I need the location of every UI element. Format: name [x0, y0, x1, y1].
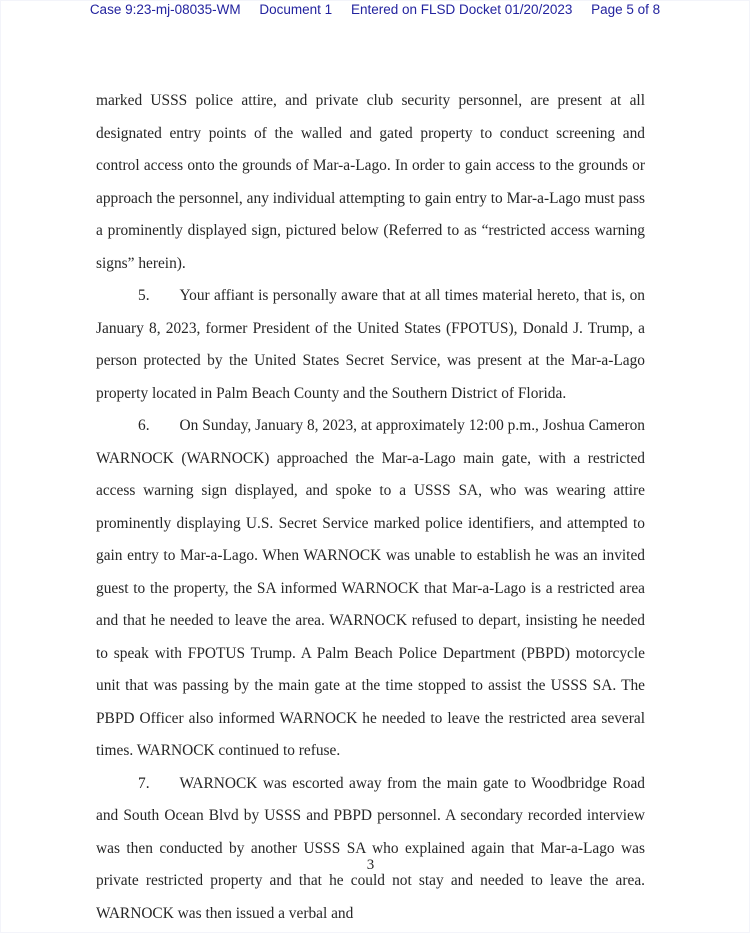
paragraph-text: On Sunday, January 8, 2023, at approximately 12:00 p.m., Joshua Cameron WARNOCK (WARNOCK) approached the Mar-a-Lago main gate, with a restricted access warning sign displayed, and spoke to a USSS SA, who was wearing attire prominently displaying U.S. Secret Service marked police identifiers, and attempted to gain entry to Mar-a-Lago. When WARNOCK was unable to establish he was an invited guest to the property, the SA informed WARNOCK that Mar-a-Lago is a restricted area and that he needed to leave the area. WARNOCK refused to depart, insisting he needed to speak with FPOTUS Trump. A Palm Beach Police Department (PBPD) motorcycle unit that was passing by the main gate at the time stopped to assist the USSS SA. The PBPD Officer also informed WARNOCK he needed to leave the restricted area several times. WARNOCK continued to refuse. — [96, 417, 645, 759]
body-paragraph-7 — [96, 768, 645, 931]
paragraph-text: Your affiant is personally aware that at all times material hereto, that is, on January 8, 2023, former President of the United States (FPOTUS), Donald J. Trump, a person protected by the United States Secret Service, was present at the Mar-a-Lago property located in Palm Beach County and the Southern District of Florida. — [96, 287, 645, 402]
docket-entry: Entered on FLSD Docket 01/20/2023 — [350, 2, 573, 17]
ecf-stamp-header — [0, 1, 750, 19]
body-paragraph-5 — [96, 280, 645, 410]
paragraph-number: 5. — [138, 287, 150, 304]
paragraph-number: 7. — [138, 774, 150, 792]
paragraph-number: 6. — [138, 417, 150, 434]
case-number: Case 9:23-mj-08035-WM — [89, 2, 241, 17]
paragraph-text: WARNOCK was escorted away from the main gate to Woodbridge Road and South Ocean Blvd by USSS and PBPD personnel. A secondary recorded interview was then conducted by another USSS SA who explained again that Mar-a-Lago was private restricted property and that he could not stay and needed to leave the area. WARNOCK was then issued a verbal and — [96, 774, 645, 922]
document-number: Document 1 — [259, 2, 333, 17]
page-number: 3 — [366, 857, 375, 873]
body-paragraph-6 — [96, 410, 645, 768]
document-body — [96, 85, 645, 930]
body-paragraph-continuation — [96, 85, 645, 280]
page-indicator: Page 5 of 8 — [591, 2, 661, 17]
paragraph-text: marked USSS police attire, and private club security personnel, are present at all designated entry points of the walled and gated property to conduct screening and control access onto the grounds of Mar-a-Lago. In order to gain access to the grounds or approach the personnel, any individual attempting to gain entry to Mar-a-Lago must pass a prominently displayed sign, pictured below (Referred to as “restricted access warning signs” herein). — [96, 92, 645, 272]
